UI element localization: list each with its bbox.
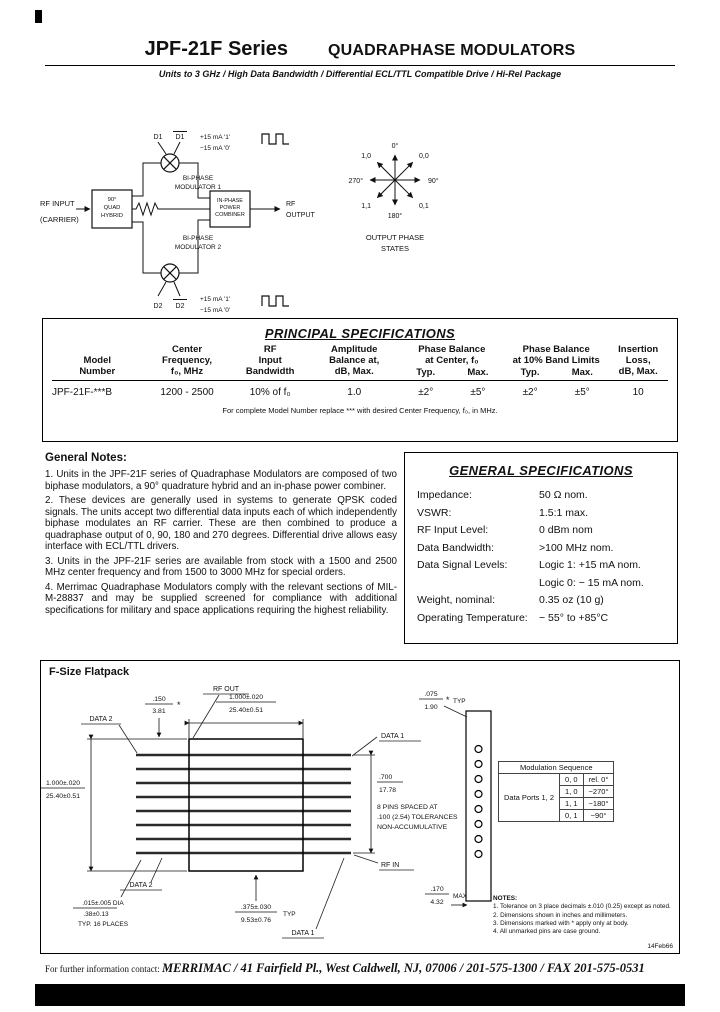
block-diagram [40, 128, 680, 318]
spec-line [417, 489, 665, 501]
dim-1000-top-in: 1.000±.020 [229, 694, 263, 701]
output-phase-states-label-2: STATES [380, 244, 410, 253]
mod-seq-phase: −180° [583, 798, 614, 810]
doc-reference: 14Feb66 [647, 943, 673, 950]
spec-label: Weight, nominal: [417, 594, 496, 606]
header-line: Phase Balance [522, 344, 590, 355]
cell-phase-center-typ: ±2° [418, 386, 434, 398]
footer-prefix: For further information contact: [45, 964, 162, 974]
state-10-label: 1,0 [361, 153, 371, 160]
flatpack-pins [136, 755, 351, 853]
header-rule [45, 65, 675, 66]
principal-specs-title: PRINCIPAL SPECIFICATIONS [264, 326, 456, 341]
spec-line [417, 594, 665, 606]
dim-1000-left-in: 1.000±.020 [46, 780, 80, 787]
drive-high-bottom-label: +15 mA '1' [200, 296, 231, 303]
data1-bottom-label: DATA 1 [291, 930, 315, 937]
state-11-label: 1,1 [361, 203, 371, 210]
cell-phase-center-max: ±5° [470, 386, 486, 398]
col-header-phase-band [504, 345, 608, 367]
spec-label: Data Signal Levels: [417, 559, 508, 571]
header-line: dB, Max. [618, 365, 658, 377]
combiner-label-2: POWER [219, 205, 241, 211]
spec-line [417, 524, 665, 536]
flatpack-note: 4. All unmarked pins are case ground. [493, 928, 601, 936]
general-note: 1. Units in the JPF-21F series of Quadraphase Modulators are composed of two biphase modulators, a 90° quadrature hybrid and an in-phase power combiner. [45, 469, 397, 492]
pins-note-line-2: .100 (2.54) TOLERANCES [377, 814, 458, 821]
modulator2-label-1: BI-PHASE [182, 235, 214, 242]
state-01-label: 0,1 [419, 203, 429, 210]
hybrid-label-3: HYBRID [101, 213, 123, 219]
dim-700-in: .700 [379, 774, 393, 781]
dim-375-mm: 9.53±0.76 [240, 917, 272, 924]
pins-note-line-1: 8 PINS SPACED AT [377, 804, 438, 811]
modulation-sequence-table [498, 761, 614, 822]
flatpack-side-view [466, 711, 491, 901]
drive-low-bottom-label: −15 mA '0' [200, 307, 231, 314]
cell-insertion-loss: 10 [632, 386, 644, 398]
spec-value: >100 MHz nom. [539, 541, 614, 554]
cell-phase-band-typ: ±2° [522, 386, 538, 398]
col-header-model [52, 345, 143, 380]
header-line: at Center, f₀ [425, 354, 479, 366]
dim-170-max: MAX [453, 893, 468, 900]
spec-line [417, 577, 665, 589]
col-header-rf-bandwidth [232, 345, 309, 380]
general-note: 3. Units in the JPF-21F series are available from stock with a 1500 and 2500 MHz center frequency and from 1500 to 3000 MHz for special orders. [45, 555, 397, 579]
spec-label: Impedance: [417, 489, 472, 501]
signal-lines [76, 142, 280, 296]
general-specs-title: GENERAL SPECIFICATIONS [449, 463, 633, 478]
spec-row [52, 380, 668, 398]
dim-170-mm: 4.32 [430, 899, 444, 906]
header-line: Phase Balance [418, 344, 486, 355]
mod-seq-phase: −90° [583, 810, 614, 822]
rf-input-label: RF INPUT [40, 199, 75, 208]
header-line: Amplitude [331, 344, 378, 356]
dim-075-in: .075 [424, 691, 438, 698]
mod-seq-state: 0, 1 [560, 810, 584, 822]
mod-seq-phase: rel. 0° [583, 774, 614, 786]
spec-label: Data Bandwidth: [417, 541, 495, 554]
flatpack-note: 1. Tolerance on 3 place decimals ±.010 (0.25) except as noted. [493, 903, 671, 911]
header-line: RF [263, 344, 277, 356]
general-note: 2. These devices are generally used in systems to generate QPSK coded signals. The units accept two differential data inputs each of which independently biphase modulates an RF carrier. These are then combined to produce a quadraphase output of 0, 90, 180 and 270 degrees. Differential drive allows easy interface with ECL/TTL drivers. [45, 495, 397, 553]
col-header-typ-band: Typ. [504, 367, 556, 381]
footer-contact [45, 959, 680, 977]
phase-90-label: 90° [428, 178, 439, 185]
waveform-icons [262, 134, 289, 306]
mod-seq-state: 1, 1 [560, 798, 584, 810]
phase-star [370, 155, 420, 205]
phase-270-label: 270° [348, 178, 363, 185]
d1-label: D1 [153, 134, 163, 141]
data2-bottom-label: DATA 2 [129, 882, 153, 889]
dim-150-in: .150 [152, 696, 166, 703]
hybrid-label-2: QUAD [103, 205, 121, 211]
col-header-max-band: Max. [556, 367, 608, 381]
header-subtitle: Units to 3 GHz / High Data Bandwidth / Differential ECL/TTL Compatible Drive / Hi-Rel Package [158, 69, 562, 79]
header-line: Loss, [625, 355, 651, 366]
dim-015-in: .015±.005 DIA [82, 900, 124, 907]
bottom-bar [35, 984, 685, 1006]
spec-line [417, 559, 665, 571]
dim-075-typ: TYP [453, 698, 466, 705]
col-header-phase-center [400, 345, 504, 367]
data2-top-label: DATA 2 [89, 716, 113, 723]
header-line: Balance at, [329, 355, 380, 366]
flatpack-section [40, 660, 680, 954]
mod-table-title: Modulation Sequence [499, 762, 614, 774]
d2-label: D2 [153, 303, 163, 310]
carrier-label: (CARRIER) [40, 215, 79, 224]
rf-output-label-1: RF [286, 201, 296, 208]
d1-bar-label: D1 [175, 134, 185, 141]
mod-seq-phase: −270° [583, 786, 614, 798]
cell-model: JPF-21F-***B [52, 386, 113, 398]
header-line: at 10% Band Limits [512, 354, 600, 366]
header-line: Insertion [618, 344, 659, 356]
mod-seq-state: 0, 0 [560, 774, 584, 786]
data1-right-label: DATA 1 [381, 733, 405, 740]
footer-contact-info: MERRIMAC / 41 Fairfield Pl., West Caldwell, NJ, 07006 / 201-575-1300 / FAX 201-575-0531 [161, 961, 645, 975]
flatpack-notes [493, 895, 671, 937]
overline-marks [173, 132, 187, 300]
spec-label: VSWR: [417, 506, 452, 519]
dim-150-mm: 3.81 [152, 708, 166, 715]
spec-value: 0.35 oz (10 g) [539, 594, 604, 606]
asterisk-mark: * [446, 695, 450, 705]
phase-0-label: 0° [391, 143, 399, 150]
spec-line [417, 542, 665, 554]
principal-specifications-section [42, 318, 678, 442]
header-line: Frequency, [162, 355, 213, 366]
modulator1-label-1: BI-PHASE [182, 175, 214, 182]
product-title: QUADRAPHASE MODULATORS [328, 42, 576, 59]
header [45, 38, 675, 79]
col-header-typ-center: Typ. [400, 367, 452, 381]
col-header-insertion-loss [608, 345, 668, 380]
cell-phase-band-max: ±5° [574, 386, 590, 398]
dim-375-typ: TYP [283, 911, 296, 918]
spec-label: RF Input Level: [417, 524, 489, 536]
series-title: JPF-21F Series [144, 38, 289, 60]
dim-375-in: .375±.030 [240, 904, 272, 911]
cell-center-frequency: 1200 - 2500 [160, 386, 214, 398]
general-notes-section [45, 452, 397, 620]
header-line: dB, Max. [334, 365, 374, 377]
principal-specs-footnote: For complete Model Number replace *** with desired Center Frequency, f₀, in MHz. [222, 405, 498, 415]
state-00-label: 0,0 [419, 153, 429, 160]
header-line: f₀, MHz [170, 365, 204, 377]
spec-line [417, 612, 665, 624]
col-header-center-frequency [143, 345, 232, 380]
output-phase-states-label-1: OUTPUT PHASE [365, 233, 425, 242]
header-line: Number [79, 365, 116, 377]
mixer-symbols [161, 154, 179, 282]
spec-label: Operating Temperature: [417, 611, 528, 624]
dim-1000-top-mm: 25.40±0.51 [229, 707, 263, 714]
combiner-label-3: COMBINER [215, 212, 245, 218]
spec-value: 1.5:1 max. [539, 506, 589, 519]
general-notes-title: General Notes: [45, 452, 127, 464]
phase-180-label: 180° [387, 213, 403, 220]
col-header-max-center: Max. [452, 367, 504, 381]
mod-seq-state: 1, 0 [560, 786, 584, 798]
spec-value: 50 Ω nom. [539, 489, 588, 501]
cell-amplitude-balance: 1.0 [347, 386, 362, 398]
col-header-amplitude-balance [309, 345, 400, 380]
spec-value: − 55° to +85°C [539, 611, 609, 624]
dim-1000-left-mm: 25.40±0.51 [46, 793, 80, 800]
flatpack-package-outline [189, 739, 303, 871]
header-line: Model [83, 355, 111, 366]
spec-value: Logic 0: − 15 mA nom. [539, 576, 644, 589]
flatpack-title: F-Size Flatpack [49, 666, 130, 678]
general-specifications-section [404, 452, 678, 644]
pins-note-line-3: NON-ACCUMULATIVE [377, 824, 448, 831]
spec-label [417, 577, 539, 589]
spec-value: 0 dBm nom [539, 524, 593, 536]
flatpack-note: 3. Dimensions marked with * apply only at body. [493, 919, 629, 927]
modulator1-label-2: MODULATOR 1 [174, 184, 222, 191]
principal-specs-table [52, 345, 668, 398]
header-line: Input [258, 355, 282, 366]
spec-line [417, 507, 665, 519]
header-line: Center [171, 344, 203, 356]
spec-value: Logic 1: +15 mA nom. [539, 559, 641, 571]
asterisk-mark: * [177, 700, 181, 710]
drive-low-top-label: −15 mA '0' [200, 145, 231, 152]
combiner-label-1: IN-PHASE [217, 198, 243, 204]
cell-rf-bandwidth: 10% of f₀ [249, 386, 291, 398]
header-line: Bandwidth [245, 365, 295, 377]
mod-table-row-label: Data Ports 1, 2 [499, 774, 560, 822]
flatpack-notes-title: NOTES: [493, 895, 518, 902]
general-note: 4. Merrimac Quadraphase Modulators comply with the relevant sections of MIL-M-28837 and may be supplied screened for compliance with additional specifications for military and space applications requiring the highest reliability. [45, 581, 397, 617]
flatpack-note: 2. Dimensions shown in inches and millimeters. [493, 911, 628, 919]
dim-015-mm: .38±0.13 [83, 911, 109, 918]
dim-700-mm: 17.78 [379, 787, 397, 794]
hybrid-label-1: 90° [107, 197, 117, 203]
rf-out-label: RF OUT [212, 686, 240, 693]
drive-high-top-label: +15 mA '1' [200, 134, 231, 141]
modulator2-label-2: MODULATOR 2 [174, 244, 222, 251]
rf-output-label-2: OUTPUT [286, 212, 315, 219]
rf-in-label: RF IN [381, 862, 400, 869]
d2-bar-label: D2 [175, 303, 185, 310]
dim-015-places: TYP. 16 PLACES [77, 921, 129, 928]
scan-corner-mark [35, 10, 42, 23]
dim-075-mm: 1.90 [424, 704, 438, 711]
dim-170-in: .170 [430, 886, 444, 893]
